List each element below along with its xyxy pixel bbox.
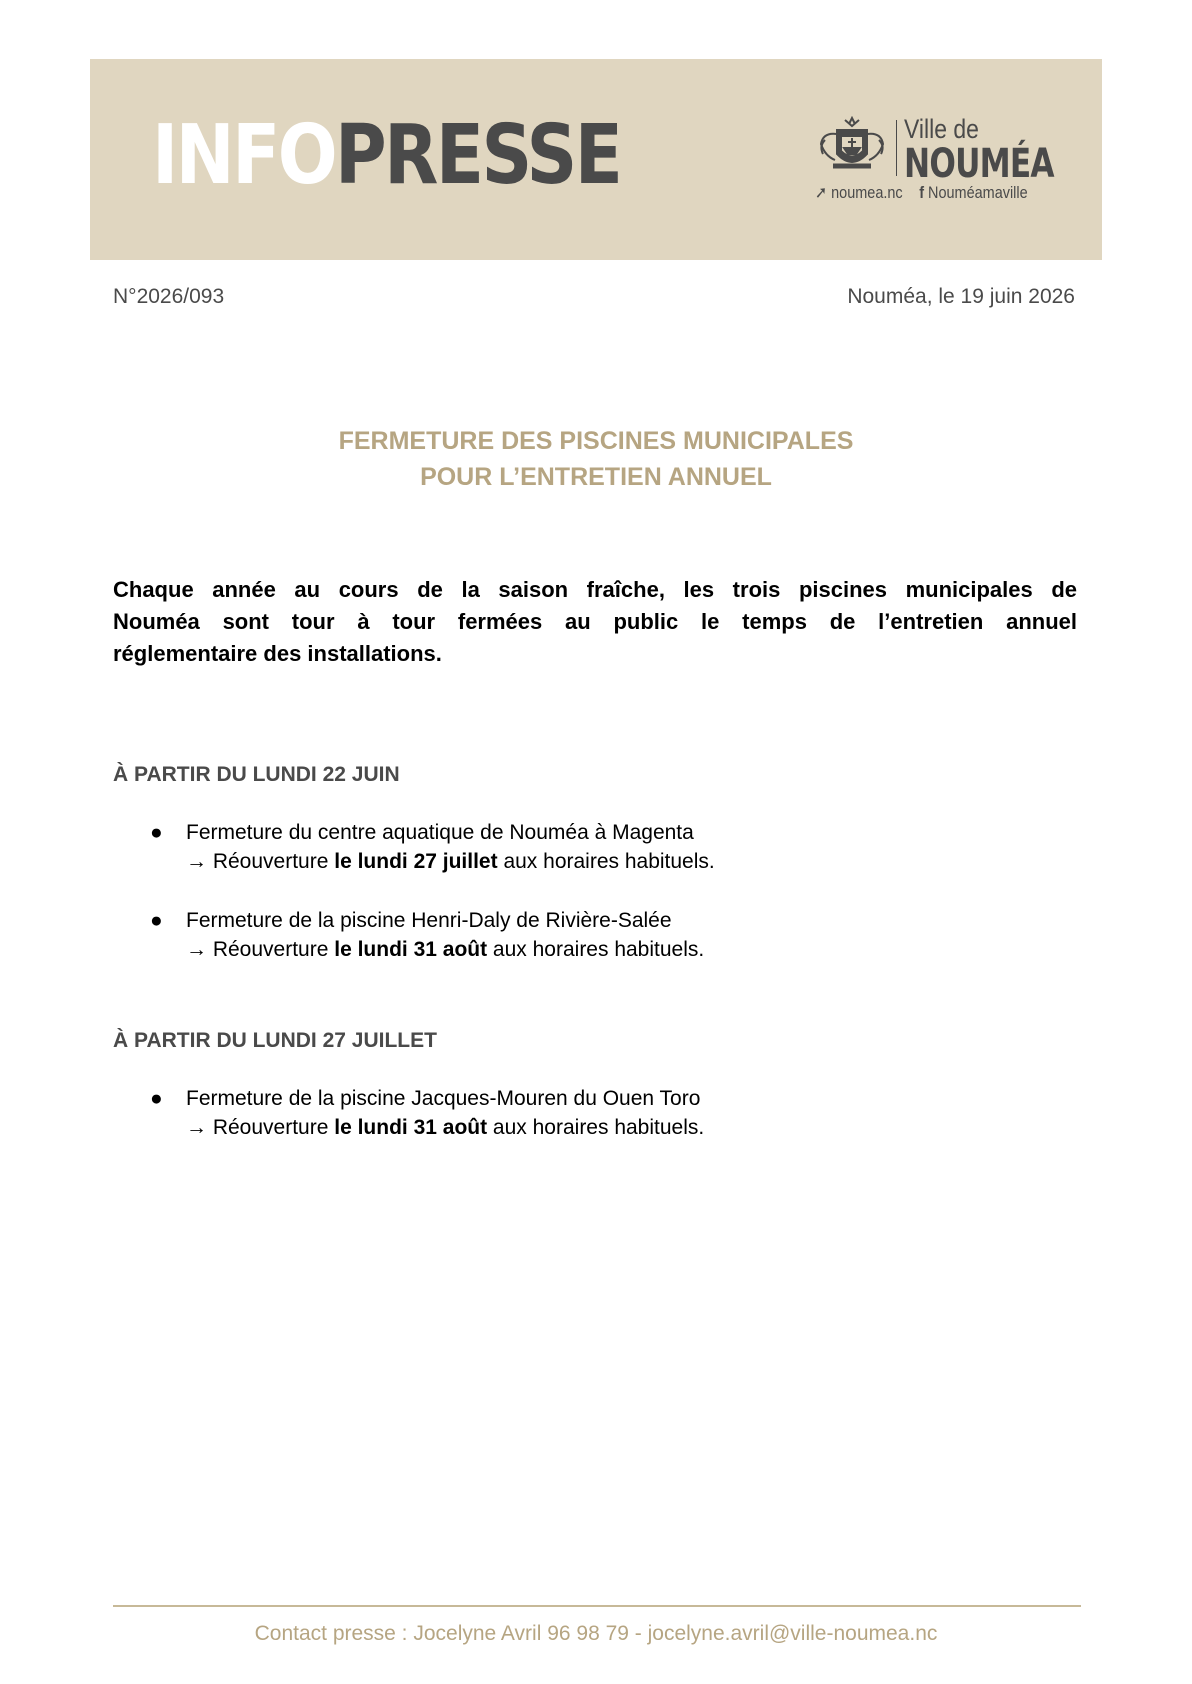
page-title-line-2: POUR L’ENTRETIEN ANNUEL	[420, 463, 772, 491]
logo-divider	[896, 120, 897, 176]
logo-links	[815, 183, 1028, 203]
press-release-number: N°2026/093	[113, 285, 225, 308]
logo-site: noumea.nc	[831, 183, 903, 202]
lead-line-2: Nouméa sont tour à tour fermées au public le temps de l’entretien annuel	[113, 609, 1077, 634]
logo-noumea: NOUMÉA	[904, 141, 1054, 187]
reopening-date: le lundi 31 août	[334, 938, 488, 961]
bullet-icon: ●	[150, 909, 163, 932]
facebook-icon: f	[919, 183, 925, 202]
header-banner	[90, 59, 1102, 260]
section-heading-2: À PARTIR DU LUNDI 27 JUILLET	[113, 1029, 437, 1052]
brand-presse: PRESSE	[335, 108, 621, 203]
logo-ville-de: Ville de	[904, 114, 979, 144]
lead-line-3: réglementaire des installations.	[113, 641, 442, 666]
infopresse-wordmark	[152, 108, 621, 203]
reopening-prefix: → Réouverture	[186, 850, 335, 873]
brand-info: INFO	[152, 108, 336, 203]
reopening-date: le lundi 31 août	[334, 1116, 488, 1139]
closure-text: Fermeture de la piscine Henri-Daly de Rivière-Salée	[186, 909, 672, 932]
reopening-line	[186, 847, 715, 876]
reopening-line	[186, 1113, 704, 1142]
closure-text: Fermeture du centre aquatique de Nouméa à Magenta	[186, 821, 694, 844]
section-heading-1: À PARTIR DU LUNDI 22 JUIN	[113, 763, 400, 786]
reopening-suffix: aux horaires habituels.	[487, 938, 705, 961]
noumea-crest-icon	[815, 116, 889, 176]
footer-divider	[113, 1605, 1081, 1607]
reopening-prefix: → Réouverture	[186, 1116, 335, 1139]
send-arrow-icon: ➚	[815, 183, 828, 202]
closure-text: Fermeture de la piscine Jacques-Mouren du Ouen Toro	[186, 1087, 701, 1110]
logo-facebook: Nouméamaville	[928, 183, 1028, 202]
reopening-line	[186, 935, 704, 964]
lead-paragraph	[113, 574, 1077, 670]
reopening-suffix: aux horaires habituels.	[497, 850, 715, 873]
reopening-suffix: aux horaires habituels.	[487, 1116, 705, 1139]
lead-line-1: Chaque année au cours de la saison fraîche, les trois piscines municipales de	[113, 577, 1077, 602]
bullet-icon: ●	[150, 821, 163, 844]
ville-de-noumea-logo	[815, 114, 1055, 204]
bullet-icon: ●	[150, 1087, 163, 1110]
reopening-date: le lundi 27 juillet	[334, 850, 498, 873]
press-release-date: Nouméa, le 19 juin 2026	[847, 285, 1075, 308]
press-contact: Contact presse : Jocelyne Avril 96 98 79 - jocelyne.avril@ville-noumea.nc	[254, 1622, 938, 1645]
reopening-prefix: → Réouverture	[186, 938, 335, 961]
page-title-line-1: FERMETURE DES PISCINES MUNICIPALES	[338, 427, 854, 455]
